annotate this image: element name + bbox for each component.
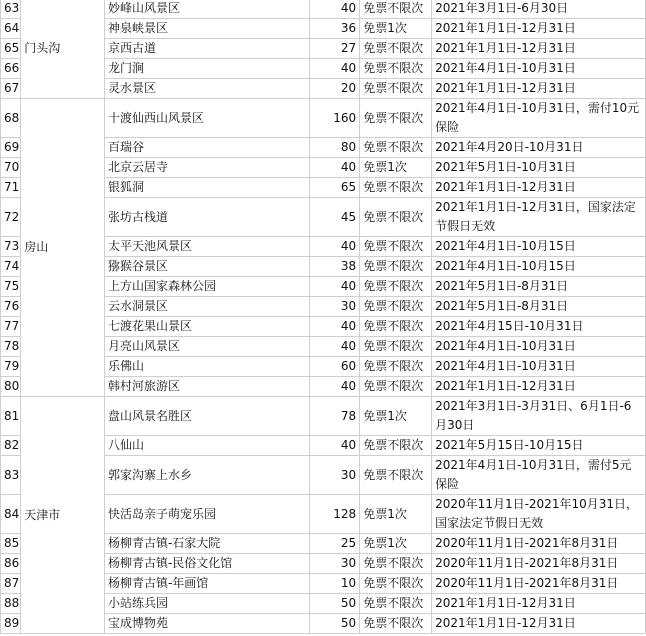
ticket-price-cell: 40 <box>310 59 360 79</box>
ticket-price-cell: 27 <box>310 39 360 59</box>
ticket-price-cell: 20 <box>310 79 360 99</box>
ticket-price-cell: 10 <box>310 574 360 594</box>
ticket-policy-cell: 免票不限次 <box>360 277 432 297</box>
ticket-policy-cell: 免票不限次 <box>360 237 432 257</box>
ticket-policy-cell: 免票不限次 <box>360 0 432 19</box>
attraction-name-cell: 百瑞谷 <box>104 138 309 158</box>
valid-period-cell: 2021年4月1日-10月15日 <box>432 257 646 277</box>
row-number-cell: 63 <box>1 0 21 19</box>
table-row <box>1 99 646 138</box>
table-row <box>1 0 646 19</box>
ticket-price-cell: 40 <box>310 237 360 257</box>
ticket-price-cell: 45 <box>310 198 360 237</box>
row-number-cell: 68 <box>1 99 21 138</box>
ticket-policy-cell: 免票不限次 <box>360 337 432 357</box>
valid-period-cell: 2021年1月1日-12月31日 <box>432 377 646 397</box>
ticket-policy-cell: 免票1次 <box>360 397 432 436</box>
ticket-price-cell: 36 <box>310 19 360 39</box>
ticket-price-cell: 30 <box>310 297 360 317</box>
ticket-price-cell: 78 <box>310 397 360 436</box>
ticket-policy-cell: 免票不限次 <box>360 436 432 456</box>
ticket-policy-cell: 免票不限次 <box>360 39 432 59</box>
ticket-policy-cell: 免票不限次 <box>360 377 432 397</box>
ticket-price-cell: 128 <box>310 495 360 534</box>
ticket-price-cell: 50 <box>310 614 360 634</box>
ticket-policy-cell: 免票不限次 <box>360 178 432 198</box>
ticket-price-cell: 80 <box>310 138 360 158</box>
ticket-policy-cell: 免票不限次 <box>360 59 432 79</box>
ticket-policy-cell: 免票不限次 <box>360 357 432 377</box>
attraction-name-cell: 上方山国家森林公园 <box>104 277 309 297</box>
ticket-price-cell: 40 <box>310 158 360 178</box>
attraction-name-cell: 京西古道 <box>104 39 309 59</box>
ticket-policy-cell: 免票不限次 <box>360 297 432 317</box>
valid-period-cell: 2021年3月1日-3月31日、6月1日-6月30日 <box>432 397 646 436</box>
attraction-name-cell: 乐佛山 <box>104 357 309 377</box>
region-cell: 房山 <box>21 99 105 397</box>
valid-period-cell: 2021年5月1日-10月31日 <box>432 158 646 178</box>
row-number-cell: 86 <box>1 554 21 574</box>
valid-period-cell: 2021年5月1日-8月31日 <box>432 277 646 297</box>
ticket-policy-cell: 免票不限次 <box>360 99 432 138</box>
row-number-cell: 75 <box>1 277 21 297</box>
ticket-price-cell: 60 <box>310 357 360 377</box>
ticket-policy-cell: 免票1次 <box>360 495 432 534</box>
ticket-policy-cell: 免票1次 <box>360 534 432 554</box>
valid-period-cell: 2021年4月1日-10月31日 <box>432 357 646 377</box>
row-number-cell: 78 <box>1 337 21 357</box>
attraction-name-cell: 猕猴谷景区 <box>104 257 309 277</box>
row-number-cell: 65 <box>1 39 21 59</box>
attraction-name-cell: 张坊古栈道 <box>104 198 309 237</box>
attraction-name-cell: 神泉峡景区 <box>104 19 309 39</box>
ticket-policy-cell: 免票1次 <box>360 158 432 178</box>
row-number-cell: 70 <box>1 158 21 178</box>
ticket-price-cell: 40 <box>310 377 360 397</box>
ticket-price-cell: 40 <box>310 436 360 456</box>
valid-period-cell: 2021年1月1日-12月31日 <box>432 614 646 634</box>
attraction-name-cell: 十渡仙西山风景区 <box>104 99 309 138</box>
ticket-price-cell: 30 <box>310 554 360 574</box>
attraction-name-cell: 云水洞景区 <box>104 297 309 317</box>
valid-period-cell: 2021年3月1日-6月30日 <box>432 0 646 19</box>
row-number-cell: 73 <box>1 237 21 257</box>
valid-period-cell: 2020年11月1日-2021年8月31日 <box>432 574 646 594</box>
row-number-cell: 84 <box>1 495 21 534</box>
valid-period-cell: 2021年1月1日-12月31日 <box>432 19 646 39</box>
attraction-name-cell: 郭家沟寨上水乡 <box>104 456 309 495</box>
attraction-name-cell: 盘山风景名胜区 <box>104 397 309 436</box>
valid-period-cell: 2021年1月1日-12月31日 <box>432 79 646 99</box>
ticket-price-cell: 40 <box>310 277 360 297</box>
ticket-policy-cell: 免票不限次 <box>360 614 432 634</box>
ticket-policy-cell: 免票不限次 <box>360 456 432 495</box>
attraction-name-cell: 北京云居寺 <box>104 158 309 178</box>
row-number-cell: 80 <box>1 377 21 397</box>
attraction-name-cell: 快活岛亲子萌宠乐园 <box>104 495 309 534</box>
valid-period-cell: 2021年4月15日-10月31日 <box>432 317 646 337</box>
attraction-name-cell: 八仙山 <box>104 436 309 456</box>
ticket-price-cell: 160 <box>310 99 360 138</box>
attraction-name-cell: 小站练兵园 <box>104 594 309 614</box>
row-number-cell: 79 <box>1 357 21 377</box>
attraction-name-cell: 杨柳青古镇-年画馆 <box>104 574 309 594</box>
ticket-price-cell: 25 <box>310 534 360 554</box>
attraction-name-cell: 龙门涧 <box>104 59 309 79</box>
valid-period-cell: 2021年4月1日-10月31日 <box>432 59 646 79</box>
ticket-price-cell: 38 <box>310 257 360 277</box>
ticket-policy-cell: 免票不限次 <box>360 198 432 237</box>
row-number-cell: 89 <box>1 614 21 634</box>
attraction-name-cell: 银狐洞 <box>104 178 309 198</box>
attraction-name-cell: 月亮山风景区 <box>104 337 309 357</box>
ticket-policy-cell: 免票不限次 <box>360 554 432 574</box>
attraction-name-cell: 太平天池风景区 <box>104 237 309 257</box>
attraction-name-cell: 杨柳青古镇-石家大院 <box>104 534 309 554</box>
valid-period-cell: 2021年4月1日-10月31日，需付10元保险 <box>432 99 646 138</box>
ticket-policy-cell: 免票不限次 <box>360 317 432 337</box>
valid-period-cell: 2021年1月1日-12月31日 <box>432 594 646 614</box>
row-number-cell: 71 <box>1 178 21 198</box>
ticket-policy-cell: 免票不限次 <box>360 574 432 594</box>
ticket-price-cell: 40 <box>310 317 360 337</box>
ticket-policy-cell: 免票不限次 <box>360 79 432 99</box>
valid-period-cell: 2021年4月20日-10月31日 <box>432 138 646 158</box>
row-number-cell: 64 <box>1 19 21 39</box>
valid-period-cell: 2020年11月1日-2021年8月31日 <box>432 554 646 574</box>
valid-period-cell: 2021年5月15日-10月15日 <box>432 436 646 456</box>
valid-period-cell: 2020年11月1日-2021年8月31日 <box>432 534 646 554</box>
row-number-cell: 88 <box>1 594 21 614</box>
attraction-name-cell: 杨柳青古镇-民俗文化馆 <box>104 554 309 574</box>
attraction-name-cell: 灵水景区 <box>104 79 309 99</box>
row-number-cell: 81 <box>1 397 21 436</box>
row-number-cell: 85 <box>1 534 21 554</box>
row-number-cell: 82 <box>1 436 21 456</box>
attraction-name-cell: 妙峰山风景区 <box>104 0 309 19</box>
region-cell: 天津市 <box>21 397 105 634</box>
row-number-cell: 72 <box>1 198 21 237</box>
row-number-cell: 69 <box>1 138 21 158</box>
valid-period-cell: 2021年4月1日-10月31日，需付5元保险 <box>432 456 646 495</box>
valid-period-cell: 2021年1月1日-12月31日 <box>432 39 646 59</box>
row-number-cell: 67 <box>1 79 21 99</box>
row-number-cell: 74 <box>1 257 21 277</box>
ticket-policy-cell: 免票不限次 <box>360 138 432 158</box>
valid-period-cell: 2021年4月1日-10月31日 <box>432 337 646 357</box>
ticket-price-cell: 65 <box>310 178 360 198</box>
row-number-cell: 66 <box>1 59 21 79</box>
valid-period-cell: 2021年1月1日-12月31日，国家法定节假日无效 <box>432 198 646 237</box>
ticket-price-cell: 40 <box>310 337 360 357</box>
ticket-policy-cell: 免票不限次 <box>360 257 432 277</box>
attraction-name-cell: 七渡花果山景区 <box>104 317 309 337</box>
ticket-policy-cell: 免票不限次 <box>360 594 432 614</box>
row-number-cell: 76 <box>1 297 21 317</box>
ticket-price-cell: 40 <box>310 0 360 19</box>
attraction-name-cell: 韩村河旅游区 <box>104 377 309 397</box>
valid-period-cell: 2020年11月1日-2021年10月31日，国家法定节假日无效 <box>432 495 646 534</box>
row-number-cell: 83 <box>1 456 21 495</box>
ticket-price-cell: 50 <box>310 594 360 614</box>
valid-period-cell: 2021年5月1日-8月31日 <box>432 297 646 317</box>
valid-period-cell: 2021年1月1日-12月31日 <box>432 178 646 198</box>
region-cell: 门头沟 <box>21 0 105 99</box>
attraction-name-cell: 宝成博物苑 <box>104 614 309 634</box>
row-number-cell: 87 <box>1 574 21 594</box>
table-row <box>1 397 646 436</box>
ticket-price-cell: 30 <box>310 456 360 495</box>
valid-period-cell: 2021年4月1日-10月15日 <box>432 237 646 257</box>
row-number-cell: 77 <box>1 317 21 337</box>
ticket-policy-cell: 免票1次 <box>360 19 432 39</box>
